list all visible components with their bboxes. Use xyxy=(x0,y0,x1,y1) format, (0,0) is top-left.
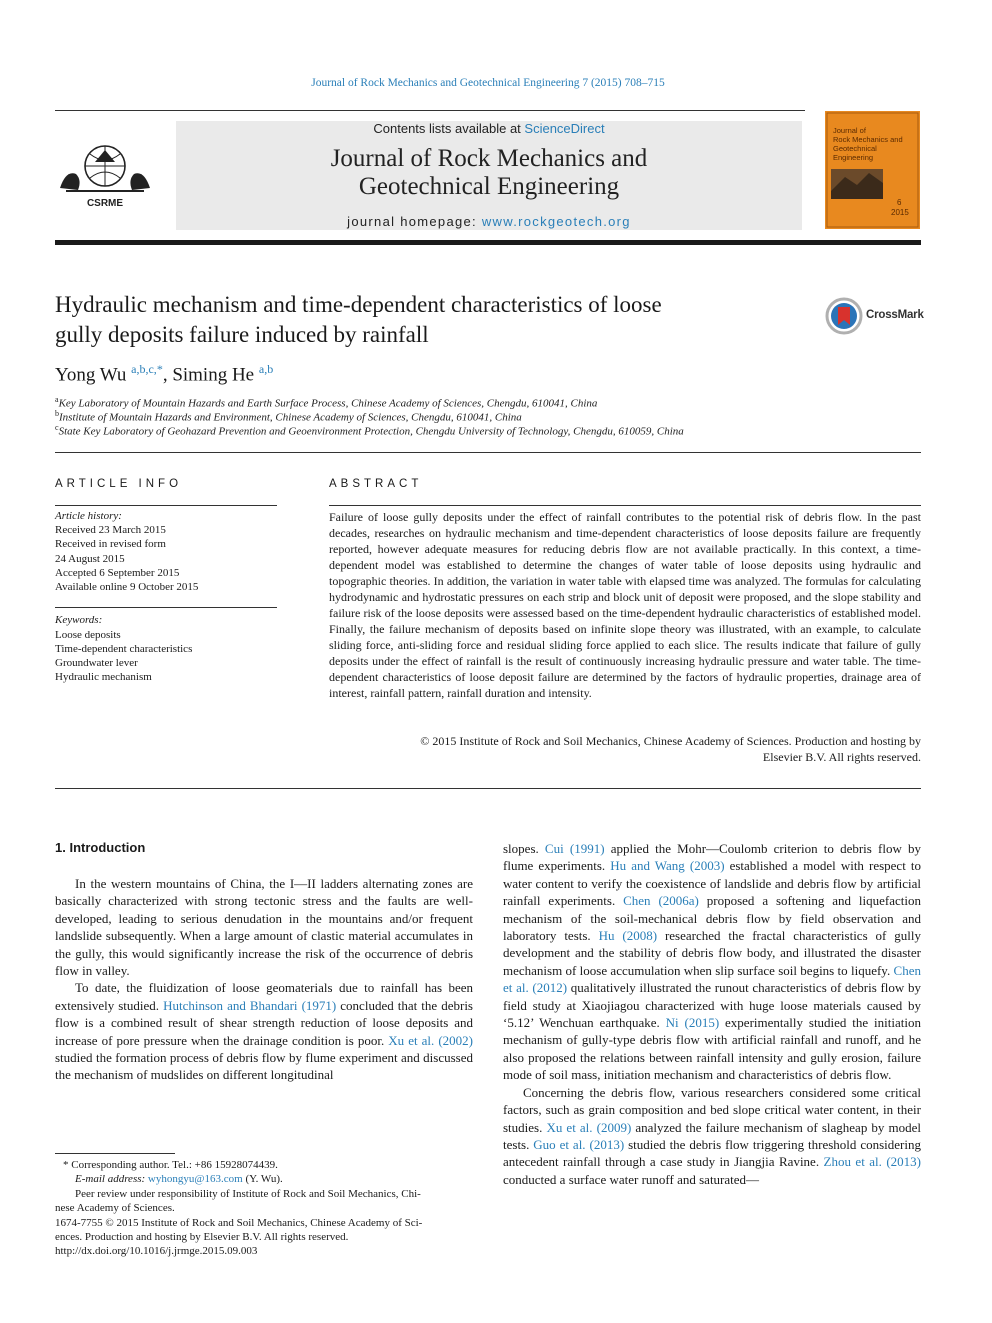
keywords-label: Keywords: xyxy=(55,614,103,626)
article-title-line-2: gully deposits failure induced by rainfall xyxy=(55,322,429,347)
affiliation-b-text: Institute of Mountain Hazards and Environment, Chinese Academy of Sciences, Chengdu, 610041, China xyxy=(59,411,522,424)
abstract-heading: ABSTRACT xyxy=(329,478,423,490)
cover-issue: 6 xyxy=(897,198,902,207)
body-left-column xyxy=(55,875,473,1084)
journal-title xyxy=(176,145,802,201)
affiliation-a-mark: a xyxy=(55,395,59,404)
article-info-rule-mid xyxy=(55,607,277,608)
journal-reference[interactable]: Journal of Rock Mechanics and Geotechnical Engineering 7 (2015) 708–715 xyxy=(311,77,665,89)
citation-link[interactable]: Zhou et al. (2013) xyxy=(823,1154,921,1170)
citation-link[interactable]: Hu (2008) xyxy=(598,928,658,944)
journal-cover-thumbnail[interactable] xyxy=(825,111,920,229)
affiliation-b xyxy=(55,409,522,424)
article-info-heading: ARTICLE INFO xyxy=(55,478,183,490)
text-run: slopes. xyxy=(503,841,545,856)
citation-link[interactable]: Xu et al. (2009) xyxy=(546,1119,632,1135)
history-revised: Received in revised form xyxy=(55,538,166,550)
header-thick-rule xyxy=(55,240,921,245)
author-2-affiliations[interactable]: a,b xyxy=(258,362,274,376)
keyword-item: Loose deposits xyxy=(55,629,121,641)
text-run: applied the Mohr—Coulomb criterion to debris flow by flume experiments. xyxy=(503,841,921,874)
email-label: E-mail address: xyxy=(75,1173,148,1185)
citation-link[interactable]: Xu et al. (2002) xyxy=(388,1032,473,1048)
author-line xyxy=(55,362,273,386)
footnote-rule xyxy=(55,1153,175,1154)
history-received: Received 23 March 2015 xyxy=(55,524,166,536)
sciencedirect-link[interactable]: ScienceDirect xyxy=(524,121,605,136)
author-separator: , xyxy=(162,364,173,386)
corresponding-author-mark[interactable]: * xyxy=(156,362,163,376)
affiliation-c-text: State Key Laboratory of Geohazard Prevention and Geoenvironment Protection, Chengdu University of Technology, Chengdu, 610059, China xyxy=(58,425,684,438)
affiliation-c-mark: c xyxy=(55,423,59,432)
abstract-copyright xyxy=(329,733,921,765)
citation-link[interactable]: Guo et al. (2013) xyxy=(533,1136,625,1152)
csrme-logo xyxy=(52,140,158,212)
citation-link[interactable]: Hutchinson and Bhandari (1971) xyxy=(163,997,337,1013)
corresponding-author-note: * Corresponding author. Tel.: +86 15928074439. xyxy=(63,1159,278,1171)
journal-title-line-2: Geotechnical Engineering xyxy=(358,173,620,200)
intro-paragraph-4 xyxy=(503,1084,921,1188)
logo-text: CSRME xyxy=(86,198,124,209)
crossmark-badge[interactable] xyxy=(825,297,925,335)
peer-review-line-2: nese Academy of Sciences. xyxy=(55,1202,175,1214)
affiliation-a-text: Key Laboratory of Mountain Hazards and Earth Surface Process, Chinese Academy of Sciences, Chengdu, 610041, China xyxy=(58,397,598,410)
homepage-prefix: journal homepage: xyxy=(347,214,482,229)
cover-title: Journal of Rock Mechanics and Geotechnical Engineering xyxy=(833,126,903,162)
contents-line xyxy=(176,121,802,136)
history-online: Available online 9 October 2015 xyxy=(55,581,199,593)
affiliation-b-mark: b xyxy=(55,409,59,418)
keyword-item: Time-dependent characteristics xyxy=(55,643,193,655)
intro-paragraph-2 xyxy=(55,979,473,1083)
keyword-item: Hydraulic mechanism xyxy=(55,671,152,683)
history-label: Article history: xyxy=(55,510,122,522)
text-run: concluded that the debris flow is a combined result of shear strength reduction of loose deposits and increase of pore pressure when the drainage condition is poor. xyxy=(55,997,473,1048)
text-run: experimentally studied the initiation mechanism of gully-type debris flow with artificial rainfall and runoff, and he also proposed the relations between rainfall intensity and gully erosion, failure mode of soil mass, initiation mechanism and characteristics of debris flow. xyxy=(503,1015,921,1083)
citation-link[interactable]: Chen (2006a) xyxy=(623,893,699,909)
homepage-line xyxy=(176,214,802,229)
text-run: studied the formation process of debris flow by flume experiment and discussed the mechanism of mudslides on different longitudinal xyxy=(55,1050,473,1083)
doi-link[interactable]: http://dx.doi.org/10.1016/j.jrmge.2015.09.003 xyxy=(55,1245,258,1257)
top-rule xyxy=(55,110,805,111)
abstract-text: Failure of loose gully deposits under the effect of rainfall contributes to the potential risk of debris flow. In the past decades, researches on hydraulic mechanism and time-dependent characteristics of loose deposits failure are frequently reported, however adequate measures for reducing debris flow are not available practically. In this context, a time-dependent model was established to determine the changes of water table of loose deposits using hydraulic and topographic theories. In addition, the variation in water table with elapsed time was analyzed. The formulas for calculating hydrodynamic and hydrostatic pressures on each strip and block unit of deposit were proposed, and the slope stability and failure risk of the loose deposits were assessed based on the time-dependent hydraulic characteristics of established model. Finally, the failure mechanism of deposits based on infinite slope theory was illustrated, with an example, to calculate sliding force, anti-sliding force and residual sliding force applied to each slice. The results indicate that failure of gully deposits under the effect of rainfall is the result of continuously increasing hydraulic pressure and water table. The time-dependent characteristics of loose deposit failure are determined by the factors of hydraulic properties, drainage area of interest, rainfall pattern, rainfall duration and intensity. xyxy=(329,510,921,700)
citation-link[interactable]: Hu and Wang (2003) xyxy=(610,858,725,874)
body-right-column xyxy=(503,840,921,1188)
text-run: researched the fractal characteristics of gully development and the stability of debris flow body, and illustrated the disaster mechanism of loose accumulation when slip surface soil begins to liquefy. xyxy=(503,928,921,978)
history-revised-date: 24 August 2015 xyxy=(55,553,125,565)
author-1-affiliations[interactable]: a,b,c, xyxy=(131,362,157,376)
copyright-line-2: Elsevier B.V. All rights reserved. xyxy=(762,750,921,764)
citation-link[interactable]: Cui (1991) xyxy=(544,841,605,856)
contents-prefix: Contents lists available at xyxy=(373,121,525,136)
text-run: conducted a surface water runoff and saturated— xyxy=(503,1171,760,1187)
journal-title-line-1: Journal of Rock Mechanics and xyxy=(330,145,648,172)
article-info-rule-top xyxy=(55,505,277,506)
issn-line-2: ences. Production and hosting by Elsevier B.V. All rights reserved. xyxy=(55,1231,349,1243)
text-run: studied the debris flow triggering threshold considering antecedent rainfall through a case study in Jiangjia Ravine. xyxy=(503,1136,921,1170)
peer-review-line-1: Peer review under responsibility of Institute of Rock and Soil Mechanics, Chi- xyxy=(75,1188,421,1200)
text-run: proposed a softening and liquefaction mechanism of the soil-mechanical debris flow by field observation and laboratory tests. xyxy=(503,893,921,944)
body-rule xyxy=(55,788,921,789)
article-title xyxy=(55,290,815,350)
homepage-link[interactable]: www.rockgeotech.org xyxy=(481,214,631,229)
text-run: analyzed the failure mechanism of slagheap by model tests. xyxy=(503,1119,921,1152)
abstract-rule xyxy=(329,505,921,506)
issn-line-1: 1674-7755 © 2015 Institute of Rock and Soil Mechanics, Chinese Academy of Sci- xyxy=(55,1217,423,1229)
text-run: Concerning the debris flow, various researchers considered some critical factors, such as grain composition and bed slope critical water content, in their studies. xyxy=(503,1084,921,1135)
text-run: qualitatively illustrated the runout characteristics of debris flow by field study at Xiaojiagou characterized with huge loose materials caused by ‘5.12’ Wenchuan earthquake. xyxy=(503,980,921,1031)
cover-year: 2015 xyxy=(891,208,909,217)
copyright-line-1: © 2015 Institute of Rock and Soil Mechanics, Chinese Academy of Sciences. Production and hosting by xyxy=(420,734,921,748)
email-tail: (Y. Wu). xyxy=(242,1173,283,1185)
text-run: To date, the fluidization of loose geomaterials due to rainfall has been extensively studied. xyxy=(55,980,473,1013)
intro-paragraph-3 xyxy=(503,840,921,1084)
citation-link[interactable]: Ni (2015) xyxy=(665,1015,720,1031)
text-run: established a model with respect to water content to verify the coexistence of landslide and debris flow by artificial rainfall experiments. xyxy=(503,858,921,909)
crossmark-label: CrossMark xyxy=(866,309,924,321)
article-title-line-1: Hydraulic mechanism and time-dependent characteristics of loose xyxy=(55,292,662,317)
email-link[interactable]: wyhongyu@163.com xyxy=(147,1173,243,1185)
author-1: Yong Wu xyxy=(55,364,127,386)
history-accepted: Accepted 6 September 2015 xyxy=(55,567,180,579)
intro-paragraph-1: In the western mountains of China, the I—II ladders alternating zones are basically characterized with strong tectonic stress and the faults are well-developed, leading to serious denudation in the mountains and/or frequent landslide subsequently. When a large amount of clastic material accumulates in the gully, this would significantly increase the risk of the occurrence of debris flow in valley. xyxy=(55,876,473,979)
affiliation-rule xyxy=(55,452,921,453)
email-note xyxy=(75,1172,283,1187)
affiliation-c xyxy=(55,423,684,438)
keyword-item: Groundwater lever xyxy=(55,657,138,669)
crossmark-icon xyxy=(825,297,863,335)
affiliation-a xyxy=(55,395,597,410)
introduction-heading: 1. Introduction xyxy=(55,840,146,855)
author-2: Siming He xyxy=(172,364,255,386)
citation-link[interactable]: Chen et al. (2012) xyxy=(503,962,921,996)
